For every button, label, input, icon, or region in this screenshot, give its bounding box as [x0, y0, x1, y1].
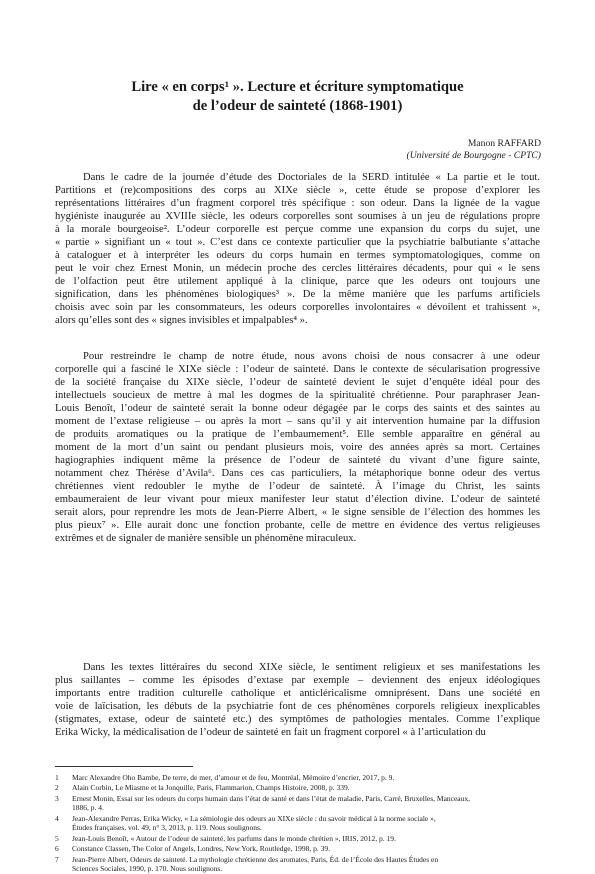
text-line: serait alors, pour reprendre les mots de Jean-Pierre Albert, « le signe sensible de l’élection des hommes les: [55, 507, 540, 518]
text-line: Erika Wicky, la médicalisation de l’odeur de sainteté en fait un fragment corporel « à l’articulation du: [55, 727, 486, 738]
footnote-number: 5: [55, 833, 59, 843]
footnote-line: Sciences Sociales, 1990, p. 170. Nous soulignons.: [72, 864, 223, 874]
text-line: intellectuels soucieux de mettre à mal les dogmes de la spiritualité chrétienne. Pour paraphraser Jean-: [55, 390, 540, 401]
text-line: à cataloguer et à interpréter les odeurs du corps humain en termes symptomatologiques, comme on: [55, 250, 540, 261]
author-block: [407, 138, 541, 162]
footnote-text: [72, 794, 540, 813]
author-name: Manon RAFFARD: [467, 138, 541, 149]
text-line: corporelle qui a fasciné le XIXe siècle : l’odeur de sainteté. Dans le contexte de sécularisation progressive: [55, 364, 540, 375]
text-line: embaumeraient de leur vivant pour mieux manifester leur statut d’élection divine. L’odeur de sainteté: [55, 494, 540, 505]
footnote-number: 3: [55, 793, 59, 803]
footnote-separator: [55, 766, 193, 767]
text-line: (stigmates, extase, odeur de sainteté etc.) des symptômes de pathologies mentales. Comme l’explique: [55, 714, 540, 725]
text-line: peut le voir chez Ernest Monin, un médecin proche des cercles littéraires décadents, pour qui « le sens: [55, 263, 540, 274]
text-line: notamment chez Thérèse d’Avila⁶. Dans ces cas particuliers, la métaphorique bonne odeur des vertus: [55, 468, 540, 479]
text-line: extrêmes et de signaler de manière sensible un phénomène miraculeux.: [55, 533, 357, 544]
footnote-line: Constance Classen, The Color of Angels, Londres, New York, Routledge, 1998, p. 39.: [72, 844, 330, 854]
footnote-number: 4: [55, 813, 59, 823]
footnote-text: [72, 773, 540, 783]
text-line: chrétiennes vient redoubler le mythe de l’odeur de sainteté. À l’image du Christ, les saints: [55, 481, 540, 492]
footnote-line: Marc Alexandre Oho Bambe, De terre, de mer, d’amour et de feu, Montréal, Mémoire d’encrier, 2017, p. 9.: [72, 773, 395, 782]
text-line: importants entre tradition culturelle catholique et anticléricalisme omniprésent. Dans une société en: [55, 688, 540, 699]
footnote-line: 1886, p. 4.: [72, 803, 104, 813]
footnote-number: 2: [55, 783, 59, 793]
text-line: Partitions et (re)compositions des corps au XIXe siècle », cette étude se propose d’explorer les: [55, 185, 540, 196]
footnote-line: Études françaises, vol. 49, n° 3, 2013, p. 119. Nous soulignons.: [72, 823, 262, 833]
text-line: moment de la mort d’un saint ou pendant plusieurs mois, voire des années après sa mort. Certaines: [55, 442, 540, 453]
footnote-text: [72, 855, 540, 874]
title-line-1: Lire « en corps¹ ». Lecture et écriture symptomatique: [131, 79, 464, 95]
author-affiliation: (Université de Bourgogne - CPTC): [406, 150, 541, 161]
footnote-text: [72, 783, 540, 793]
text-line: Dans les textes littéraires du second XIXe siècle, le sentiment religieux et ses manifestations les: [83, 662, 540, 673]
text-line: « partie » signifiant un « tout ». C’est dans ce contexte particulier que la psychiatrie balbutiante s’attache: [55, 237, 540, 248]
footnote-text: [72, 814, 540, 833]
footnote-line: Jean-Pierre Albert, Odeurs de sainteté. La mythologie chrétienne des aromates, Paris, Éd. de l’École des Hautes Études en: [72, 854, 439, 864]
footnote-number: 1: [55, 773, 59, 782]
text-line: hygiéniste inaugurée au XVIIIe siècle, les odeurs corporelles sont soumises à un jeu de régulations propre: [55, 211, 540, 222]
footnote-number: 7: [55, 854, 59, 864]
footnote-line: Ernest Monin, Essai sur les odeurs du corps humain dans l’état de santé et dans l’état de maladie, Paris, Carré, Bruxelles, Manceaux,: [72, 793, 471, 803]
text-line: Louis Benoît, l’odeur de sainteté serait la bonne odeur dégagée par le corps des saints et des saintes au: [55, 403, 540, 414]
text-line: de la société française du XIXe siècle, l’odeur de sainteté devient le sujet d’enquête idéal pour des: [55, 377, 540, 388]
text-line: plus pieux⁷ ». Elle aurait donc une fonction probante, celle de mettre en évidence des vertus religieuses: [55, 520, 540, 531]
text-line: représentations littéraires d’un fragment corporel très spécifique : son odeur. Dans la lignée de la vague: [55, 198, 540, 209]
text-line: de produits aromatiques ou la pratique de l’embaumement⁵. Elle semble apparaître en général au: [55, 429, 540, 440]
text-line: signification, dans les phénomènes biologiques³ ». De la même manière que les parfums artificiels: [55, 289, 540, 300]
text-line: voie de laïcisation, les débuts de la psychiatrie font de ces phénomènes corporels religieux inexplicables: [55, 701, 540, 712]
text-line: à la morale bourgeoise². L’odeur corporelle est perçue comme une expansion du corps du sujet, une: [55, 224, 540, 235]
text-line: choisis avec soin par les consommateurs, les odeurs corporelles involontaires « dévoilent et trahissent »,: [55, 302, 540, 313]
footnote-text: [72, 844, 540, 854]
footnote-line: Jean-Alexandre Perras, Erika Wicky, « La sémiologie des odeurs au XIXe siècle : du savoir médical à la norme sociale »,: [72, 813, 436, 823]
footnote-number: 6: [55, 844, 59, 854]
title-line-2: de l’odeur de sainteté (1868-1901): [192, 98, 403, 114]
text-line: de l’olfaction peut être utilement appliqué à la clinique, parce que les odeurs ont toujours une: [55, 276, 540, 287]
text-line: alors qu’elles sont des « signes invisibles et impalpables⁴ ».: [55, 315, 308, 326]
text-line: Dans le cadre de la journée d’étude des Doctoriales de la SERD intitulée « La partie et le tout.: [83, 172, 540, 183]
text-line: Pour restreindre le champ de notre étude, nous avons choisi de nous consacrer à une odeur: [83, 351, 540, 362]
text-line: hagiographies indiquent même la présence de l’odeur de sainteté du vivant d’une figure sainte,: [55, 455, 540, 466]
text-line: moment de l’extase religieuse – ou après la mort – sans qu’il y ait intervention humaine par la diffusion: [55, 416, 540, 427]
footnote-line: Jean-Louis Benoît, « Autour de l’odeur de sainteté, les parfums dans le monde chrétien », IRIS, 2012, p. 19.: [72, 833, 396, 843]
article-title: [40, 78, 555, 116]
footnote-line: Alain Corbin, Le Miasme et la Jonquille, Paris, Flammarion, Champs Histoire, 2008, p. 339.: [72, 783, 350, 793]
text-line: plus saillantes – comme les épisodes d’extase par exemple – deviennent des enjeux idéologiques: [55, 675, 540, 686]
